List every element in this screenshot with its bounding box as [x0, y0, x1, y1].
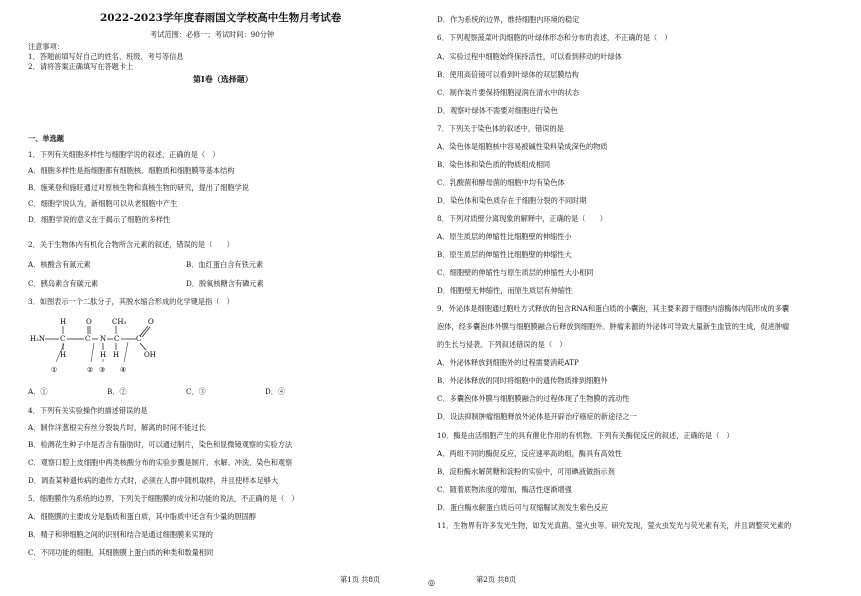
- question-8-option-b: B．原生质层的伸缩性比细胞壁的伸缩性大: [437, 250, 572, 259]
- question-3-option-c: C．③: [186, 387, 206, 396]
- question-9-option-a: A．外泌体释放到细胞外的过程需要消耗ATP: [437, 358, 579, 367]
- question-7-option-a: A．染色体是细胞核中容易被碱性染料染成深色的物质: [437, 142, 608, 151]
- page-number-left: 第1页 共8页: [340, 575, 381, 584]
- question-8-option-a: A．原生质层的伸缩性比细胞壁的伸缩性小: [437, 232, 572, 241]
- question-4-option-b: B．检测花生种子中是否含有脂肪时，可以通过制片，染色和显微镜观察的实验方法: [28, 440, 293, 449]
- question-6: 6．下列观察菠菜叶肉细胞的叶绿体形态和分布的表述，不正确的是（ ）: [437, 33, 672, 42]
- question-8: 8．下列对质壁分离现象的解释中，正确的是（ ）: [437, 214, 607, 223]
- part-heading: 一、单选题: [28, 134, 64, 143]
- marker-3: ③: [99, 366, 106, 374]
- marker-4: ④: [120, 366, 127, 374]
- note-2: 2．请将答案正确填写在答题卡上: [28, 62, 134, 71]
- atom-c-4: C: [136, 335, 142, 343]
- question-1-option-a: A．细胞多样性是指细胞都有细胞核、细胞质和细胞膜等基本结构: [28, 166, 235, 175]
- question-5-option-c: C．不同功能的细胞，其细胞膜上蛋白质的种类和数量相同: [28, 548, 214, 557]
- notes-heading: 注意事项：: [28, 42, 64, 51]
- question-9-line-2: 泡体，经多囊泡体外膜与细胞膜融合后释放到细胞外。肿瘤来源的外泌体可导致大量新生血管的生成，促进肿瘤: [437, 322, 790, 331]
- question-6-option-a: A．实验过程中细胞始终保持活性，可以看到移动的叶绿体: [437, 52, 622, 61]
- question-6-option-d: D．观察叶绿体不需要对细胞进行染色: [437, 106, 558, 115]
- atom-h-bottom-1: H: [60, 351, 67, 359]
- question-10-option-c: C．随着底物浓度的增加，酶活性逐渐增强: [437, 485, 572, 494]
- question-1-option-b: B．施莱登和施旺通过对原核生物和真核生物的研究，提出了细胞学说: [28, 183, 249, 192]
- question-8-option-d: D．细胞壁无伸缩性，而原生质层有伸缩性: [437, 286, 573, 295]
- question-4: 4．下列有关实验操作的描述错误的是: [28, 406, 148, 415]
- question-1: 1．下列有关细胞多样性与细胞学说的叙述，正确的是（ ）: [28, 150, 220, 159]
- question-2-option-a: A．核酸含有氮元素: [28, 260, 91, 269]
- question-2-option-b: B．血红蛋白含有铁元素: [186, 260, 264, 269]
- question-9-option-c: C．多囊泡体外膜与细胞膜融合的过程体现了生物膜的流动性: [437, 394, 630, 403]
- atom-c-1: C: [60, 335, 66, 343]
- marker-2: ②: [87, 366, 94, 374]
- question-6-option-c: C．制作装片要保持细胞浸润在清水中的状态: [437, 88, 580, 97]
- atom-c-3: C: [114, 335, 120, 343]
- question-3-option-a: A．①: [28, 387, 48, 396]
- marker-1: ①: [51, 366, 58, 374]
- question-7-option-b: B．染色体和染色质的物质组成相同: [437, 160, 551, 169]
- question-2-option-c: C．胰岛素含有碳元素: [28, 279, 99, 288]
- question-9-line-1: 9．外泌体是细胞通过胞吐方式释放的包含RNA和蛋白质的小囊泡，其主要来源于细胞内溶酶体内陷形成的多囊: [437, 304, 790, 313]
- dipeptide-diagram: [28, 312, 168, 378]
- atom-h-top-1: H: [60, 318, 67, 326]
- question-1-option-d: D．细胞学说的意义在于揭示了细胞的多样性: [28, 215, 171, 224]
- question-3: 3．如图表示一个二肽分子，其脱水缩合形成的化学键是指（ ）: [28, 297, 234, 306]
- question-10-option-a: A．两组不同的酶促反应，反应速率高的组，酶具有高效性: [437, 449, 622, 458]
- question-5-option-d: D．作为系统的边界，维持细胞内环境的稳定: [437, 15, 580, 24]
- section-heading: 第I卷（选择题）: [193, 74, 253, 84]
- atom-h-bottom-3: H: [113, 351, 120, 359]
- question-5-option-b: B．精子和卵细胞之间的识别和结合是通过细胞膜来实现的: [28, 530, 213, 539]
- question-10-option-d: D．蛋白酶水解蛋白质后可与双缩脲试剂发生紫色反应: [437, 503, 609, 512]
- note-1: 1．答题前填写好自己的姓名、班级、考号等信息: [28, 52, 184, 61]
- page-number-right: 第2页 共8页: [476, 575, 517, 584]
- question-5-option-a: A．细胞膜的主要成分是脂质和蛋白质，其中脂质中还含有少量的胆固醇: [28, 512, 257, 521]
- question-6-option-b: B．使用高倍镜可以看到叶绿体的双层膜结构: [437, 70, 579, 79]
- group-ch3: CH₃: [112, 318, 127, 326]
- atom-o-right: O: [148, 318, 154, 326]
- question-7-option-d: D．染色体和染色质存在于细胞分裂的不同时期: [437, 196, 587, 205]
- exam-info: 考试范围：必修一；考试时间：90分钟: [150, 30, 275, 39]
- question-8-option-c: C．细胞壁的伸缩性与原生质层的伸缩性大小相同: [437, 268, 594, 277]
- question-4-option-a: A．制作洋葱根尖有丝分裂装片时，解离的时间不能过长: [28, 423, 206, 432]
- atom-c-2: C: [85, 335, 91, 343]
- exam-title: 2022-2023学年度春雨国文学校高中生物月考试卷: [100, 12, 342, 24]
- question-5: 5．细胞膜作为系统的边界，下列关于细胞膜的成分和功能的说法，不正确的是（ ）: [28, 494, 299, 503]
- question-9-option-b: B．外泌体释放的同时将细胞中的遗传物质排到细胞外: [437, 376, 608, 385]
- page-divider-symbol: ◎: [428, 578, 435, 587]
- atom-h-bottom-2: H: [100, 351, 107, 359]
- question-4-option-d: D．调查某种遗传病的遗传方式时，必须在人群中随机取样，并且使样本足够大: [28, 476, 279, 485]
- question-2: 2．关于生物体内有机化合物所含元素的叙述，错误的是（ ）: [28, 240, 234, 249]
- question-4-option-c: C．观察口腔上皮细胞中两类核酸分布的实验步骤是制片、水解、冲洗、染色和观察: [28, 458, 293, 467]
- question-10: 10．酶是由活细胞产生的具有催化作用的有机物。下列有关酶促反应的叙述，正确的是（ ）: [437, 431, 734, 440]
- question-1-option-c: C．细胞学说认为，新细胞可以从老细胞中产生: [28, 199, 178, 208]
- question-10-option-b: B．淀粉酶水解蔗糖和淀粉的实验中，可用碘液做指示剂: [437, 467, 615, 476]
- question-3-option-b: B．②: [107, 387, 127, 396]
- question-3-option-d: D．④: [265, 387, 286, 396]
- group-h2n: H₂N: [30, 335, 46, 343]
- question-7-option-c: C．乳酸菌和酵母菌的细胞中均有染色体: [437, 178, 565, 187]
- question-7: 7．下列关于染色体的叙述中，错误的是: [437, 124, 564, 133]
- group-oh: OH: [144, 351, 156, 359]
- question-2-option-d: D．脱氧核糖含有磷元素: [186, 279, 264, 288]
- question-11: 11．生物界有许多发光生物，如发光真菌、萤火虫等。研究发现，萤火虫发光与荧光素有关，并且调整荧光素的: [437, 521, 792, 530]
- atom-n: N: [100, 335, 107, 343]
- atom-o-top: O: [86, 318, 92, 326]
- question-9-line-3: 的生长与侵袭。下列叙述错误的是（ ）: [437, 340, 567, 349]
- question-9-option-d: D．设法抑制肿瘤细胞释放外泌体是开辟治疗癌症的新途径之一: [437, 412, 637, 421]
